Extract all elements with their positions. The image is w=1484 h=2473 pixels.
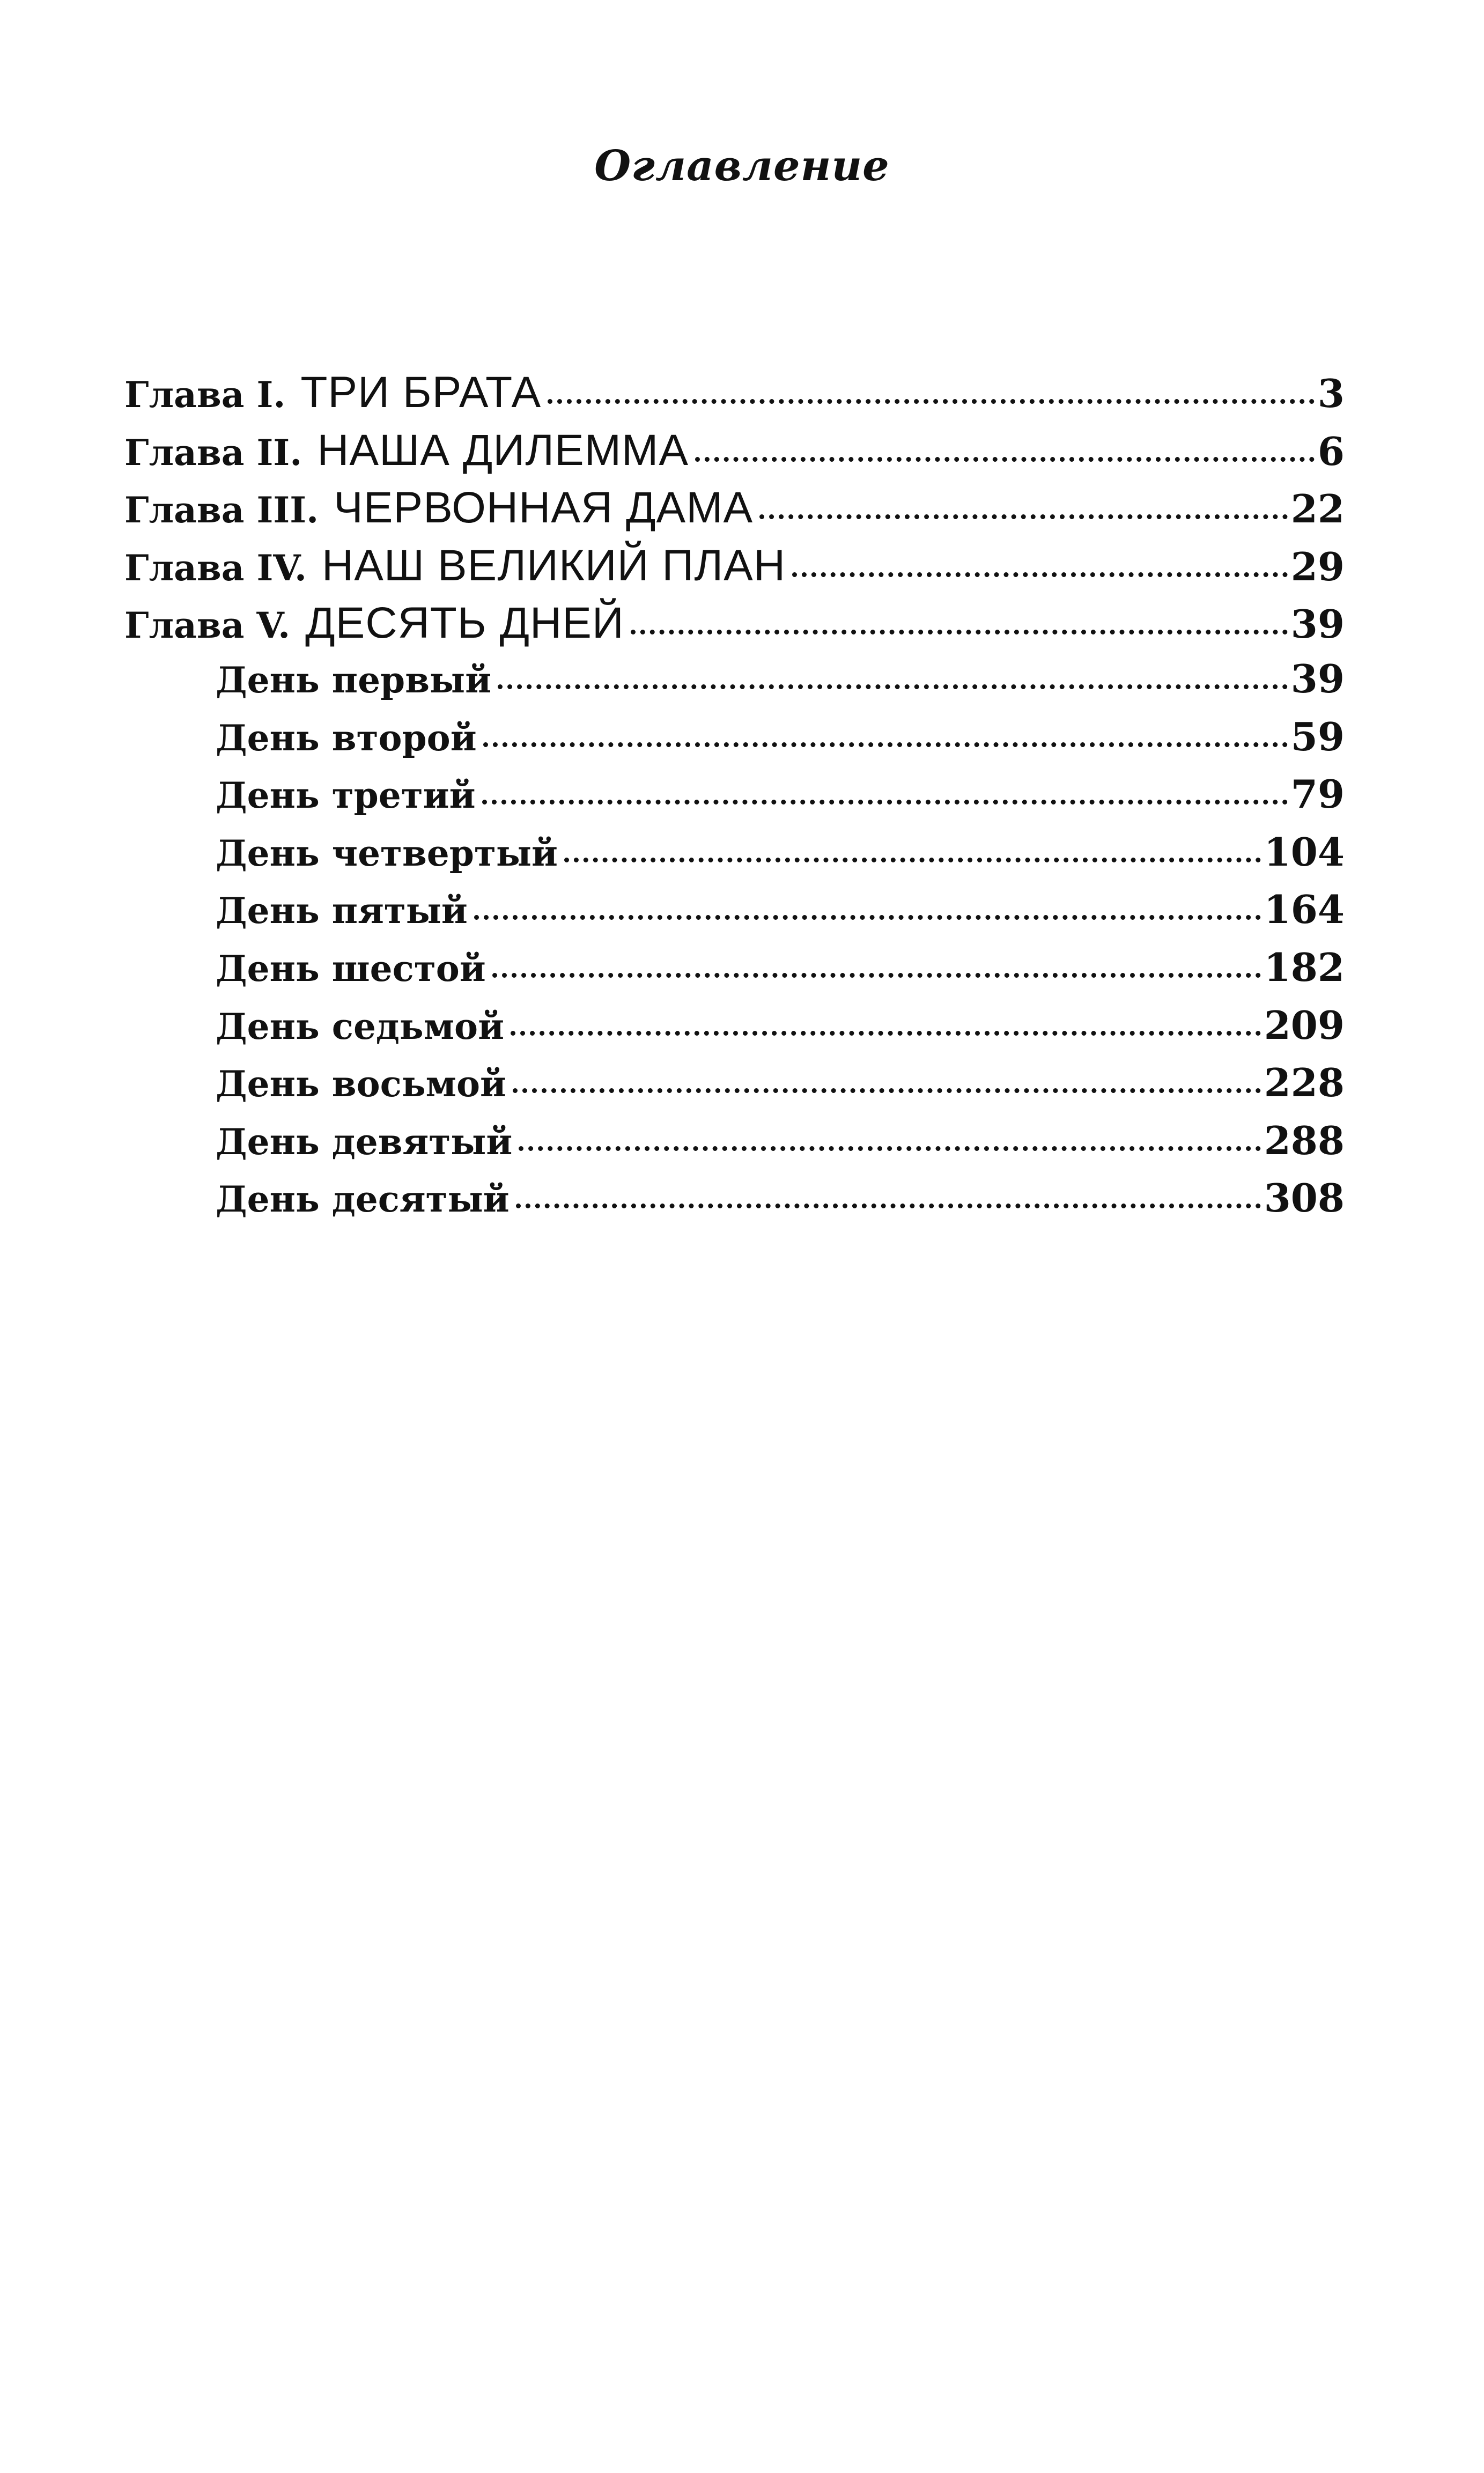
toc-entry-day-4 (216, 829, 1345, 887)
dot-leader (492, 973, 1261, 978)
toc-entry-day-2 (216, 714, 1345, 772)
chapter-prefix: Глава III. (124, 489, 319, 531)
page-number: 209 (1264, 1002, 1345, 1048)
dot-leader (516, 1204, 1261, 1208)
day-title: День пятый (216, 890, 468, 932)
dot-leader (695, 457, 1315, 462)
dot-leader (631, 630, 1288, 634)
dot-leader (474, 915, 1261, 920)
chapter-prefix: Глава IV. (124, 547, 307, 589)
page-number: 39 (1290, 601, 1345, 647)
chapter-title: НАШ ВЕЛИКИЙ ПЛАН (322, 541, 786, 590)
page-number: 29 (1290, 543, 1345, 589)
chapter-prefix: Глава V. (124, 604, 291, 647)
dot-leader (482, 800, 1288, 804)
page-number: 3 (1317, 371, 1345, 416)
page-number: 228 (1264, 1060, 1345, 1106)
dot-leader (759, 514, 1288, 519)
dot-leader (564, 858, 1261, 862)
page-number: 104 (1264, 829, 1345, 875)
day-title: День восьмой (216, 1063, 506, 1105)
toc-entry-day-10 (216, 1175, 1345, 1233)
toc-entry-day-6 (216, 944, 1345, 1002)
dot-leader (511, 1031, 1261, 1036)
day-title: День первый (216, 659, 492, 701)
dot-leader (548, 399, 1315, 404)
page-title: Оглавление (594, 142, 890, 190)
dot-leader (498, 684, 1288, 689)
chapter-title: ДЕСЯТЬ ДНЕЙ (305, 599, 624, 648)
day-title: День десятый (216, 1178, 510, 1221)
day-title: День девятый (216, 1120, 513, 1163)
page-number: 22 (1290, 486, 1345, 532)
table-of-contents (124, 367, 1345, 1233)
chapter-prefix: Глава I. (124, 374, 286, 416)
chapter-title: ТРИ БРАТА (300, 368, 542, 417)
page-number: 164 (1264, 887, 1345, 933)
toc-entry-chapter-5 (124, 598, 1345, 656)
day-title: День третий (216, 774, 476, 817)
dot-leader (519, 1146, 1260, 1151)
toc-entry-day-5 (216, 887, 1345, 944)
chapter-prefix: Глава II. (124, 431, 302, 474)
page-number: 182 (1264, 944, 1345, 990)
page-number: 79 (1290, 771, 1345, 817)
toc-entry-day-3 (216, 771, 1345, 829)
day-title: День второй (216, 717, 477, 759)
toc-entry-day-1 (216, 656, 1345, 714)
page-number: 59 (1290, 713, 1345, 759)
day-title: День четвертый (216, 832, 558, 874)
page-number: 6 (1317, 428, 1345, 474)
dot-leader (483, 742, 1288, 747)
chapter-title: ЧЕРВОННАЯ ДАМА (334, 483, 754, 533)
page-number: 39 (1290, 655, 1345, 702)
toc-entry-chapter-4 (124, 541, 1345, 599)
toc-entry-day-7 (216, 1002, 1345, 1060)
dot-leader (513, 1088, 1261, 1093)
chapter-title: НАША ДИЛЕММА (317, 425, 689, 475)
toc-entry-chapter-3 (124, 483, 1345, 541)
toc-entry-chapter-1 (124, 367, 1345, 425)
dot-leader (792, 572, 1288, 577)
toc-entry-chapter-2 (124, 425, 1345, 483)
page-number: 308 (1264, 1175, 1345, 1221)
toc-entry-day-9 (216, 1118, 1345, 1176)
page-number: 288 (1264, 1117, 1345, 1163)
day-title: День седьмой (216, 1005, 505, 1047)
day-title: День шестой (216, 947, 486, 990)
toc-entry-day-8 (216, 1060, 1345, 1118)
